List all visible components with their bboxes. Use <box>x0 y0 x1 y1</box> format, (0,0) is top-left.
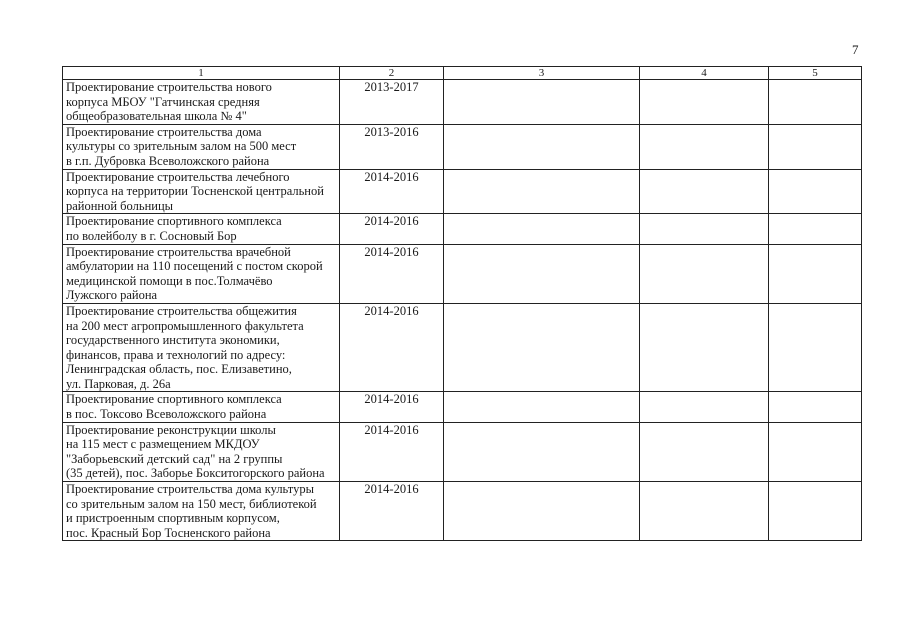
project-name-line: ул. Парковая, д. 26а <box>66 376 171 391</box>
empty-cell-col4 <box>640 169 769 214</box>
project-name-line: общеобразовательная школа № 4" <box>66 109 247 124</box>
period-cell: 2014-2016 <box>340 244 444 303</box>
empty-cell-col5 <box>769 80 862 125</box>
period-cell: 2014-2016 <box>340 214 444 244</box>
column-header-5: 5 <box>769 67 862 80</box>
empty-cell-col5 <box>769 303 862 392</box>
project-name-line: Проектирование строительства дома культуры <box>66 482 314 497</box>
header-row <box>63 67 862 80</box>
project-name-line: Проектирование строительства лечебного <box>66 169 290 184</box>
project-name-line: Проектирование строительства нового <box>66 80 272 94</box>
empty-cell-col5 <box>769 244 862 303</box>
project-name-line: Проектирование спортивного комплекса <box>66 214 282 229</box>
table-row <box>63 422 862 481</box>
project-name-line: в пос. Токсово Всеволожского района <box>66 407 267 422</box>
empty-cell-col4 <box>640 422 769 481</box>
period-cell: 2013-2017 <box>340 80 444 125</box>
table-row <box>63 80 862 125</box>
project-name-line: корпуса МБОУ "Гатчинская средняя <box>66 94 260 109</box>
project-name-line: районной больницы <box>66 198 174 213</box>
project-name-cell <box>63 214 340 244</box>
project-name-line: государственного института экономики, <box>66 333 280 348</box>
empty-cell-col4 <box>640 80 769 125</box>
period-cell: 2014-2016 <box>340 169 444 214</box>
empty-cell-col4 <box>640 482 769 541</box>
empty-cell-col5 <box>769 392 862 422</box>
project-name-line: со зрительным залом на 150 мест, библиотекой <box>66 496 317 511</box>
table-row <box>63 124 862 169</box>
empty-cell-col3 <box>444 244 640 303</box>
project-name-line: на 115 мест с размещением МКДОУ <box>66 437 260 452</box>
empty-cell-col3 <box>444 80 640 125</box>
project-name-line: амбулатории на 110 посещений с постом скорой <box>66 259 323 274</box>
project-name-line: пос. Красный Бор Тосненского района <box>66 525 271 540</box>
column-header-2: 2 <box>340 67 444 80</box>
empty-cell-col4 <box>640 303 769 392</box>
project-name-line: Проектирование строительства врачебной <box>66 244 291 259</box>
projects-table <box>62 66 862 541</box>
project-name-line: (35 детей), пос. Заборье Бокситогорского района <box>66 466 325 481</box>
project-name-line: Проектирование спортивного комплекса <box>66 392 282 407</box>
empty-cell-col5 <box>769 482 862 541</box>
period-cell: 2014-2016 <box>340 422 444 481</box>
project-name-line: финансов, права и технологий по адресу: <box>66 347 286 362</box>
project-name-cell <box>63 124 340 169</box>
project-name-line: Проектирование строительства общежития <box>66 303 297 318</box>
table-row <box>63 482 862 541</box>
table-row <box>63 169 862 214</box>
table-row <box>63 303 862 392</box>
project-name-cell <box>63 392 340 422</box>
page-number: 7 <box>852 42 859 57</box>
column-header-1: 1 <box>63 67 340 80</box>
empty-cell-col3 <box>444 124 640 169</box>
column-header-3: 3 <box>444 67 640 80</box>
column-header-4: 4 <box>640 67 769 80</box>
empty-cell-col3 <box>444 422 640 481</box>
empty-cell-col4 <box>640 124 769 169</box>
period-cell: 2014-2016 <box>340 392 444 422</box>
project-name-cell <box>63 422 340 481</box>
period-cell: 2013-2016 <box>340 124 444 169</box>
project-name-cell <box>63 303 340 392</box>
project-name-line: Проектирование строительства дома <box>66 124 262 139</box>
empty-cell-col4 <box>640 244 769 303</box>
table-row <box>63 392 862 422</box>
project-name-line: "Заборьевский детский сад" на 2 группы <box>66 451 283 466</box>
project-name-line: на 200 мест агропромышленного факультета <box>66 318 304 333</box>
period-cell: 2014-2016 <box>340 303 444 392</box>
project-name-cell <box>63 169 340 214</box>
project-name-line: Ленинградская область, пос. Елизаветино, <box>66 362 292 377</box>
empty-cell-col5 <box>769 422 862 481</box>
project-name-line: культуры со зрительным залом на 500 мест <box>66 139 297 154</box>
project-name-cell <box>63 80 340 125</box>
table-row <box>63 214 862 244</box>
project-name-cell <box>63 482 340 541</box>
project-name-line: Лужского района <box>66 288 158 303</box>
project-name-line: медицинской помощи в пос.Толмачёво <box>66 273 273 288</box>
project-name-line: в г.п. Дубровка Всеволожского района <box>66 153 270 168</box>
project-name-line: корпуса на территории Тосненской центральной <box>66 184 324 199</box>
empty-cell-col3 <box>444 482 640 541</box>
empty-cell-col3 <box>444 392 640 422</box>
empty-cell-col5 <box>769 124 862 169</box>
project-name-line: и пристроенным спортивным корпусом, <box>66 511 280 526</box>
empty-cell-col4 <box>640 392 769 422</box>
empty-cell-col5 <box>769 214 862 244</box>
empty-cell-col4 <box>640 214 769 244</box>
empty-cell-col3 <box>444 303 640 392</box>
project-name-line: Проектирование реконструкции школы <box>66 422 276 437</box>
empty-cell-col3 <box>444 169 640 214</box>
empty-cell-col5 <box>769 169 862 214</box>
empty-cell-col3 <box>444 214 640 244</box>
table-row <box>63 244 862 303</box>
project-name-line: по волейболу в г. Сосновый Бор <box>66 228 237 243</box>
period-cell: 2014-2016 <box>340 482 444 541</box>
project-name-cell <box>63 244 340 303</box>
